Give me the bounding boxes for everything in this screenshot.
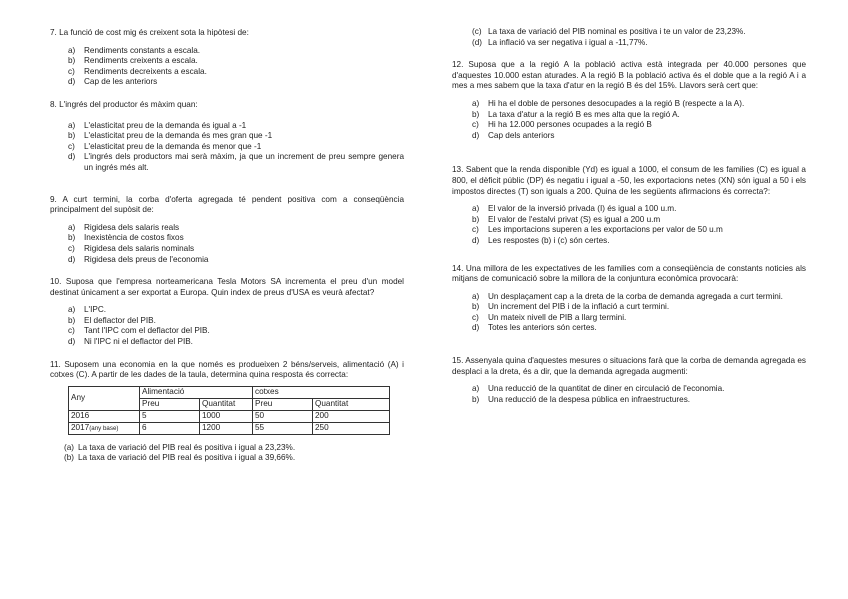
option-item: a) El valor de la inversió privada (I) és igual a 100 u.m. [472, 204, 677, 214]
gdp-data-table [68, 386, 390, 435]
option-item: d) Cap dels anteriors [472, 130, 555, 140]
option-item: (b) La taxa de variació del PIB real és positiva i igual a 39,66%. [64, 453, 296, 463]
option-item: (a) La taxa de variació del PIB real és positiva i igual a 23,23%. [64, 442, 296, 452]
question-7 [50, 28, 404, 88]
preu-a-header: Preu [140, 398, 200, 410]
table-row: 2016 5 1000 50 200 [69, 410, 390, 422]
option-item: a) Hi ha el doble de persones desocupades a la regió B (respecte a la A). [472, 98, 745, 108]
option-item: d) L'ingrés dels productors mai serà màxim, ja que un increment de preu sempre genera un ingrés més alt. [68, 152, 404, 172]
option-item: d) Totes les anteriors són certes. [472, 323, 597, 333]
question-14-text: 14. Una millora de les expectatives de les families com a conseqüència de constants noticies als mitjans de comunicació sobre la millora de la conjuntura econòmica provocarà: [452, 263, 806, 284]
quantitat-a-header: Quantitat [200, 398, 253, 410]
preu-c-header: Preu [253, 398, 313, 410]
question-8 [50, 100, 404, 174]
option-item: a) Una reducció de la quantitat de diner en circulació de l'economia. [472, 384, 725, 394]
option-item: c) Rigidesa dels salaris nominals [68, 243, 195, 253]
option-item: d) Cap de les anteriors [68, 77, 158, 87]
option-item: c) Les importacions superen a les exportacions per valor de 50 u.m [472, 225, 723, 235]
option-item: b) Un increment del PIB i de la inflació a curt termini. [472, 302, 670, 312]
question-15-text: 15. Assenyala quina d'aquestes mesures o situacions farà que la corba de demanda agregada es desplaci a la dreta, és a dir, que la demanda agregada augmenti: [452, 356, 806, 376]
question-10-options [50, 305, 404, 347]
option-item: b) Inexistència de costos fixos [68, 233, 184, 243]
question-9 [50, 195, 404, 266]
option-item: d) Ni l'IPC ni el deflactor del PIB. [68, 337, 193, 347]
cotxes-header: cotxes [253, 386, 390, 398]
question-14-options [452, 292, 806, 334]
option-item: a) L'IPC. [68, 305, 107, 315]
option-item: a) Rendiments constants a escala. [68, 45, 201, 55]
question-10 [50, 277, 404, 348]
any-header: Any [69, 386, 140, 410]
question-13-options [452, 204, 806, 246]
question-11 [50, 360, 404, 464]
option-item: c) Un mateix nivell de PIB a llarg termini. [472, 312, 627, 322]
right-column [452, 27, 806, 405]
question-9-options [50, 223, 404, 265]
option-item: b) El valor de l'estalvi privat (S) es igual a 200 u.m [472, 214, 661, 224]
option-item: c) L'elasticitat preu de la demanda és menor que -1 [68, 141, 262, 151]
alimentacio-header: Alimentació [140, 386, 253, 398]
quantitat-c-header: Quantitat [313, 398, 390, 410]
question-13-text: 13. Sabent que la renda disponible (Yd) es igual a 1000, el consum de les families (C) es igual a 800, el dèficit públic (DP) és negatiu i igual a -50, les exportacions netes (XN) són igual a 50 i els impostos directes (T) son iguals a 200. Quina de les següents afirmacions és correcta?: [452, 165, 806, 196]
question-15 [452, 356, 806, 405]
option-item: b) Una reducció de la despesa pública en infraestructures. [472, 394, 691, 404]
table-row: 2017(any base) 6 1200 55 250 [69, 422, 390, 434]
option-item: b) Rendiments creixents a escala. [68, 56, 198, 66]
option-item: d) Rigidesa dels preus de l'economia [68, 254, 209, 264]
question-12-options [452, 99, 806, 141]
question-7-options [50, 46, 404, 88]
question-14 [452, 264, 806, 335]
question-15-options [452, 384, 806, 405]
option-item: (c) La taxa de variació del PIB nominal es positiva i te un valor de 23,23%. [472, 27, 746, 36]
left-column [50, 28, 404, 464]
question-11-text: 11. Suposem una economia en la que només es produeixen 2 béns/serveis, alimentació (A) i cotxes (C). A partir de les dades de la taula, determina quina resposta és correcta: [50, 359, 404, 380]
question-12 [452, 60, 806, 141]
option-item: a) Un desplaçament cap a la dreta de la corba de demanda agregada a curt termini. [472, 291, 783, 301]
option-item: c) Tant l'IPC com el deflactor del PIB. [68, 326, 210, 336]
option-item: (d) La inflació va ser negativa i igual a -11,77%. [472, 37, 648, 47]
option-item: c) Rendiments decreixents a escala. [68, 66, 207, 76]
question-12-text: 12. Suposa que a la regió A la població activa està integrada per 40.000 persones que d'aquestes 10.000 estan aturades. A la regió B la població activa és el doble que a la regió A i a mes a mes sabem que la taxa d'atur en la regió B és del 15%. Llavors serà cert que: [452, 60, 806, 91]
option-item: d) Les respostes (b) i (c) són certes. [472, 235, 610, 245]
question-8-text: 8. L'ingrés del productor és màxim quan: [50, 99, 198, 109]
question-13 [452, 165, 806, 246]
question-7-text: 7. La funció de cost mig és creixent sota la hipòtesi de: [50, 28, 249, 37]
question-11-options [50, 443, 404, 464]
option-item: b) L'elasticitat preu de la demanda és mes gran que -1 [68, 131, 273, 141]
question-11-options-continued [452, 27, 806, 48]
option-item: b) El deflactor del PIB. [68, 315, 156, 325]
question-8-options [50, 121, 404, 174]
question-9-text: 9. A curt termini, la corba d'oferta agregada té pendent positiva com a conseqüència principalment del supòsit de: [50, 194, 404, 215]
option-item: b) La taxa d'atur a la regió B es mes alta que la regió A. [472, 109, 680, 119]
question-10-text: 10. Suposa que l'empresa norteamericana Tesla Motors SA incrementa el preu d'un model destinat únicament a ser exportat a Europa. Quin index de preus d'USA es veurà afectat? [50, 277, 404, 297]
option-item: a) Rigidesa dels salaris reals [68, 222, 180, 232]
option-item: c) Hi ha 12.000 persones ocupades a la regió B [472, 120, 652, 130]
option-item: a) L'elasticitat preu de la demanda és igual a -1 [68, 120, 247, 130]
table-header-row [69, 386, 390, 398]
